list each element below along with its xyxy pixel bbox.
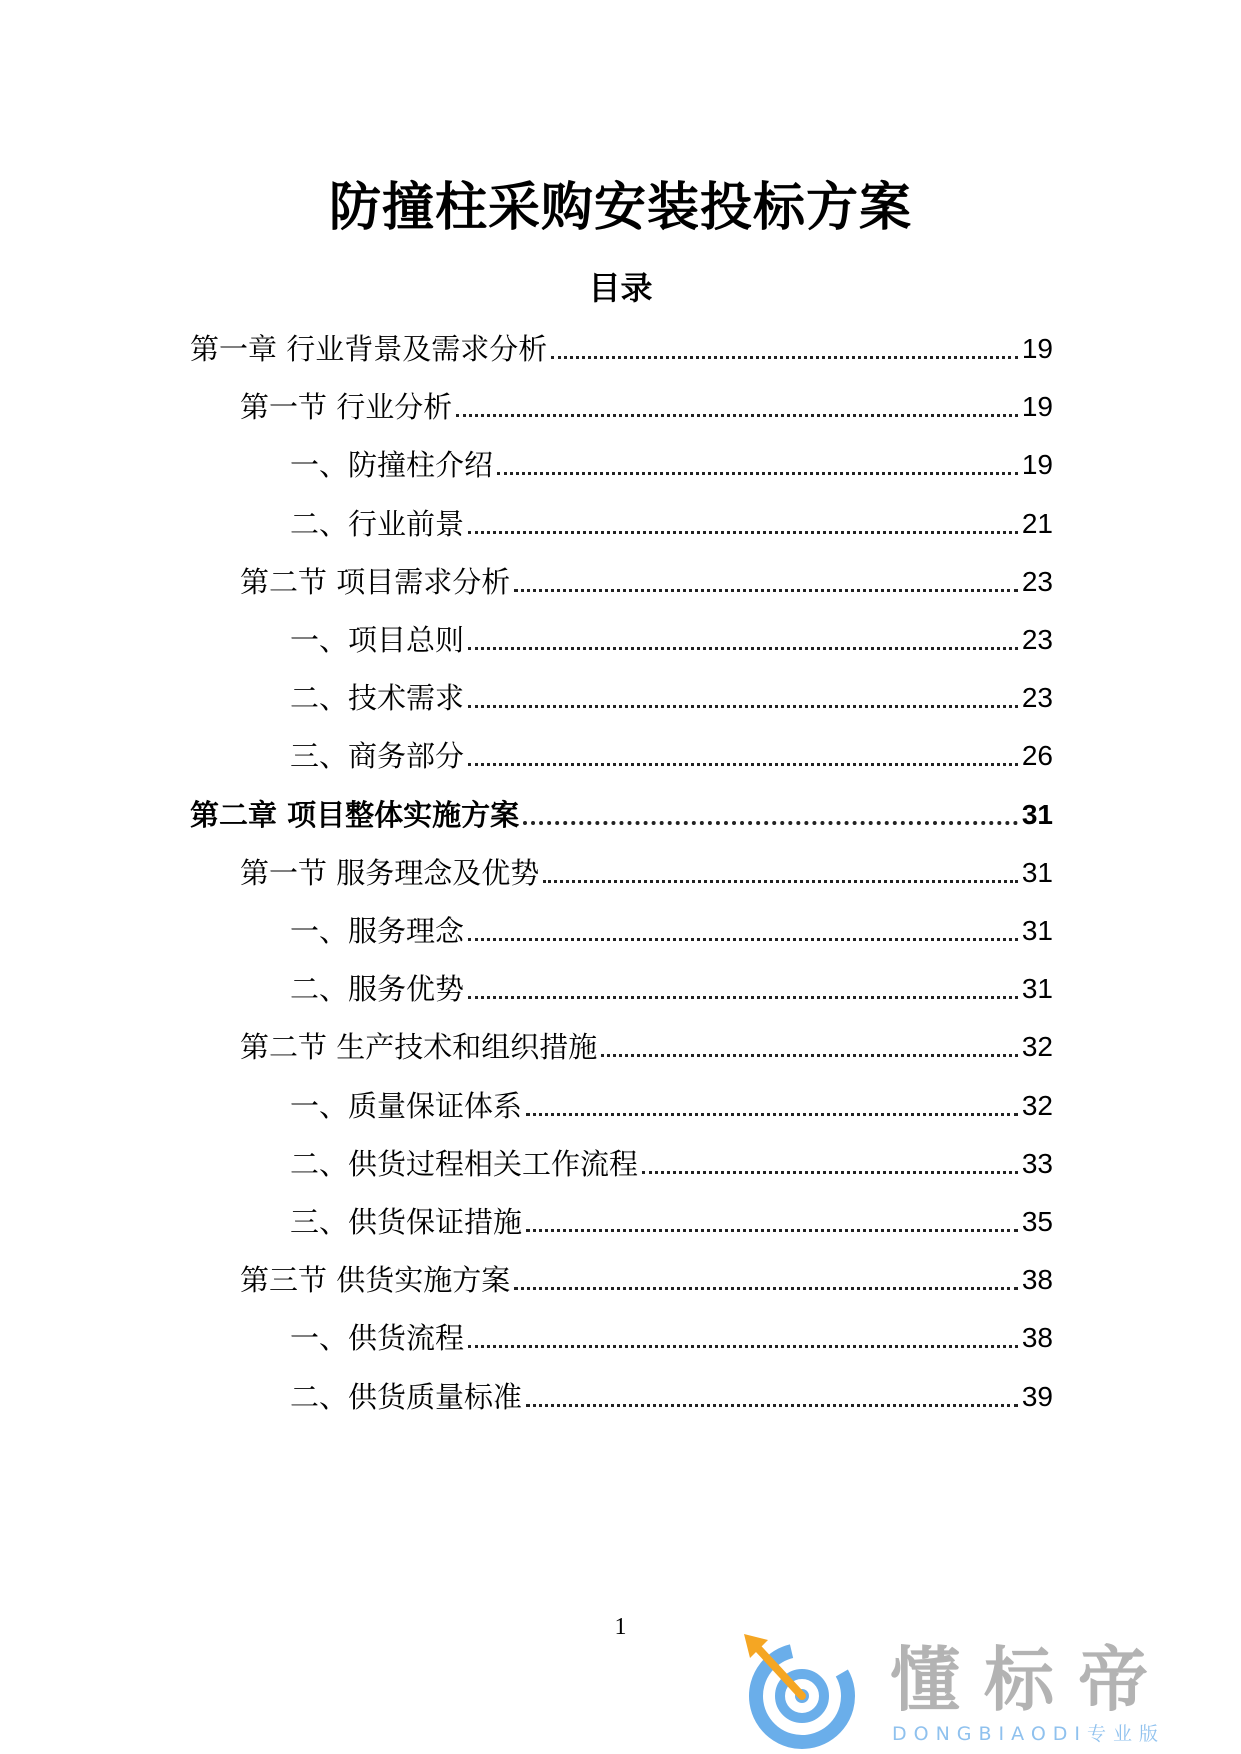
toc-entry-page: 31 [1021, 915, 1053, 946]
toc-entry[interactable] [240, 561, 1053, 601]
toc-entry[interactable] [290, 1201, 1053, 1241]
toc-dot-leader [526, 1229, 1018, 1232]
toc-entry-text: 第三节 供货实施方案 [240, 1263, 511, 1298]
toc-dot-leader [468, 1345, 1018, 1348]
toc-dot-leader [526, 1404, 1018, 1407]
toc-entry-page: 19 [1021, 333, 1053, 364]
toc-dot-leader [468, 763, 1018, 766]
toc-entry-page: 31 [1021, 856, 1053, 888]
toc-entry[interactable] [290, 735, 1053, 775]
toc-entry-text: 一、防撞柱介绍 [290, 448, 494, 483]
toc-dot-leader [468, 647, 1018, 650]
toc-entry[interactable] [290, 968, 1053, 1008]
toc-entry-page: 38 [1021, 1322, 1053, 1354]
toc-dot-leader [514, 589, 1018, 592]
watermark [740, 1630, 1230, 1750]
toc-entry-text: 第二节 生产技术和组织措施 [240, 1030, 598, 1065]
toc-entry-text: 二、行业前景 [290, 506, 465, 541]
toc-entry-page: 32 [1021, 1089, 1053, 1121]
toc-dot-leader [642, 1171, 1018, 1174]
watermark-brand: 懂标帝 [890, 1639, 1172, 1721]
watermark-subtitle: DONGBIAODI专业版 [892, 1723, 1166, 1745]
toc-entry-page: 35 [1021, 1206, 1053, 1237]
toc-entry-text: 第二节 项目需求分析 [240, 564, 511, 599]
toc-entry-page: 31 [1021, 973, 1053, 1005]
toc-heading: 目录 [588, 269, 653, 307]
toc-dot-leader [456, 414, 1018, 417]
toc-entry-text: 一、服务理念 [290, 914, 465, 948]
target-arrow-icon [740, 1630, 870, 1750]
toc-entry-page: 23 [1021, 565, 1053, 597]
toc-entry-text: 二、服务优势 [290, 972, 465, 1007]
page-number: 1 [614, 1614, 627, 1640]
toc-entry-page: 19 [1021, 391, 1053, 423]
toc-entry-page: 31 [1021, 798, 1053, 830]
toc-dot-leader [543, 880, 1018, 883]
toc-entry-page: 21 [1021, 507, 1053, 539]
toc-entry-text: 第一章 行业背景及需求分析 [190, 332, 548, 366]
toc-entry[interactable] [240, 1026, 1053, 1066]
toc-entry-text: 第一节 服务理念及优势 [240, 855, 540, 890]
toc-entry[interactable] [190, 328, 1053, 368]
toc-entry[interactable] [290, 1143, 1053, 1183]
toc-entry-page: 23 [1021, 624, 1053, 655]
toc-dot-leader [497, 472, 1018, 475]
toc-dot-leader [601, 1054, 1018, 1057]
toc-entry[interactable] [290, 910, 1053, 950]
toc-entry-text: 二、供货质量标准 [290, 1379, 523, 1414]
toc-entry[interactable] [290, 1085, 1053, 1125]
toc-entry[interactable] [290, 1317, 1053, 1357]
toc-dot-leader [468, 996, 1018, 999]
toc-entry-page: 38 [1021, 1264, 1053, 1296]
toc-entry-page: 33 [1021, 1147, 1053, 1179]
toc-entry-text: 三、商务部分 [290, 739, 465, 774]
toc-entry[interactable] [190, 794, 1053, 834]
toc-entry-page: 39 [1021, 1380, 1053, 1412]
toc-dot-leader [468, 938, 1018, 941]
toc-dot-leader [468, 705, 1018, 708]
toc-entry[interactable] [240, 852, 1053, 892]
toc-entry-text: 第一节 行业分析 [240, 390, 453, 425]
toc-entry-text: 第二章 项目整体实施方案 [190, 797, 520, 832]
toc-dot-leader [526, 1113, 1018, 1116]
toc-dot-leader [468, 531, 1018, 534]
toc-entry-page: 32 [1021, 1031, 1053, 1063]
toc-entry-page: 23 [1021, 682, 1053, 714]
toc-entry-text: 一、质量保证体系 [290, 1088, 523, 1123]
toc-entry[interactable] [240, 386, 1053, 426]
toc-entry-text: 二、技术需求 [290, 681, 465, 716]
toc-dot-leader [523, 821, 1018, 825]
toc-dot-leader [514, 1287, 1018, 1290]
toc-entry[interactable] [290, 619, 1053, 659]
toc-entry[interactable] [290, 1376, 1053, 1416]
toc-entry[interactable] [290, 503, 1053, 543]
toc-dot-leader [551, 356, 1018, 359]
toc-entry[interactable] [290, 677, 1053, 717]
toc-entry[interactable] [240, 1259, 1053, 1299]
toc-entry[interactable] [290, 444, 1053, 484]
toc-entry-text: 三、供货保证措施 [290, 1205, 523, 1239]
toc-entry-page: 19 [1021, 449, 1053, 481]
toc-entry-page: 26 [1021, 740, 1053, 772]
toc-entry-text: 二、供货过程相关工作流程 [290, 1146, 639, 1181]
toc-entry-text: 一、供货流程 [290, 1321, 465, 1356]
toc-entry-text: 一、项目总则 [290, 623, 465, 657]
document-title: 防撞柱采购安装投标方案 [328, 178, 912, 238]
